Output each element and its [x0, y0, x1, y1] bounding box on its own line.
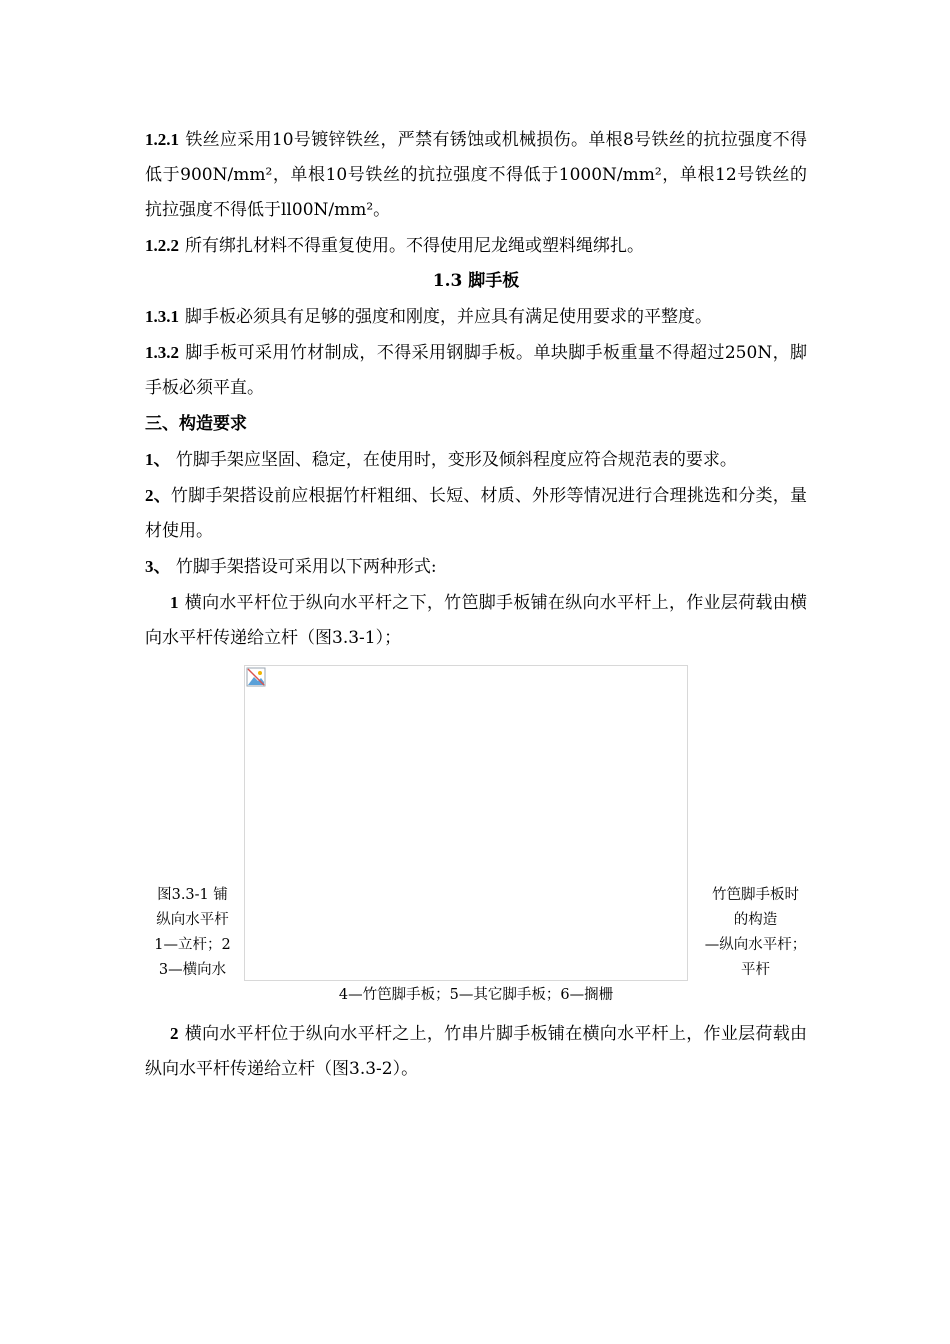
- caption-line: 1—立杆；2: [154, 937, 231, 953]
- list-item-2: [145, 478, 807, 549]
- item-number: 1、: [145, 450, 171, 469]
- clause-text: 脚手板可采用竹材制成，不得采用钢脚手板。单块脚手板重量不得超过250N，脚手板必须平直。: [145, 343, 807, 398]
- figure-caption-left: [145, 883, 240, 983]
- list-item-1: [145, 442, 807, 478]
- item-text: 竹脚手架搭设可采用以下两种形式:: [170, 557, 437, 577]
- chapter-heading-text: 三、构造要求: [145, 414, 247, 433]
- paragraph-1-3-2: [145, 335, 807, 406]
- clause-number: 1.2.1: [145, 130, 179, 149]
- form-text: 横向水平杆位于纵向水平杆之上，竹串片脚手板铺在横向水平杆上，作业层荷载由纵向水平杆传递给立杆（图3.3-2）。: [145, 1024, 807, 1079]
- caption-line: 竹笆脚手板时: [712, 887, 799, 903]
- caption-line: 纵向水平杆: [156, 912, 229, 928]
- caption-line: 平杆: [741, 962, 770, 978]
- clause-number: 1.3.2: [145, 343, 179, 362]
- form-text: 横向水平杆位于纵向水平杆之下，竹笆脚手板铺在纵向水平杆上，作业层荷载由横向水平杆传递给立杆（图3.3-1）；: [145, 593, 807, 648]
- clause-number: 1.3.1: [145, 307, 179, 326]
- list-item-3: [145, 549, 807, 585]
- form-2-paragraph: [145, 1016, 807, 1087]
- figure-legend-line: 4—竹笆脚手板；5—其它脚手板；6—搁栅: [338, 987, 614, 1003]
- form-number: 1: [170, 593, 179, 612]
- paragraph-1-2-1: [145, 122, 807, 228]
- paragraph-1-3-1: [145, 299, 807, 335]
- caption-line: 3—横向水: [158, 962, 227, 978]
- chapter-heading: [145, 406, 807, 442]
- item-number: 2、: [145, 486, 171, 505]
- form-number: 2: [170, 1024, 179, 1043]
- figure-3-3-1: [145, 661, 807, 1016]
- caption-line: 图3.3-1 铺: [157, 887, 228, 903]
- item-text: 竹脚手架应坚固、稳定，在使用时，变形及倾斜程度应符合规范表的要求。: [170, 450, 737, 470]
- figure-caption-right: [698, 883, 813, 983]
- clause-text: 所有绑扎材料不得重复使用。不得使用尼龙绳或塑料绳绑扎。: [185, 236, 644, 256]
- form-1-paragraph: [145, 585, 807, 656]
- clause-text: 脚手板必须具有足够的强度和刚度，并应具有满足使用要求的平整度。: [185, 307, 712, 327]
- document-body: [145, 122, 807, 1087]
- item-number: 3、: [145, 557, 171, 576]
- paragraph-1-2-2: [145, 228, 807, 264]
- section-heading-1-3: 1.3 脚手板: [432, 271, 520, 291]
- caption-line: 的构造: [733, 912, 778, 928]
- figure-image-placeholder: [244, 665, 688, 981]
- clause-number: 1.2.2: [145, 236, 179, 255]
- caption-line: —纵向水平杆；: [704, 937, 807, 953]
- clause-text: 铁丝应采用10号镀锌铁丝，严禁有锈蚀或机械损伤。单根8号铁丝的抗拉强度不得低于900N/mm²，单根10号铁丝的抗拉强度不得低于1000N/mm²，单根12号铁丝的抗拉强度不得低于ll00N/mm²。: [145, 130, 807, 220]
- item-text: 竹脚手架搭设前应根据竹杆粗细、长短、材质、外形等情况进行合理挑选和分类，量材使用。: [145, 486, 808, 541]
- broken-image-icon: [246, 667, 266, 687]
